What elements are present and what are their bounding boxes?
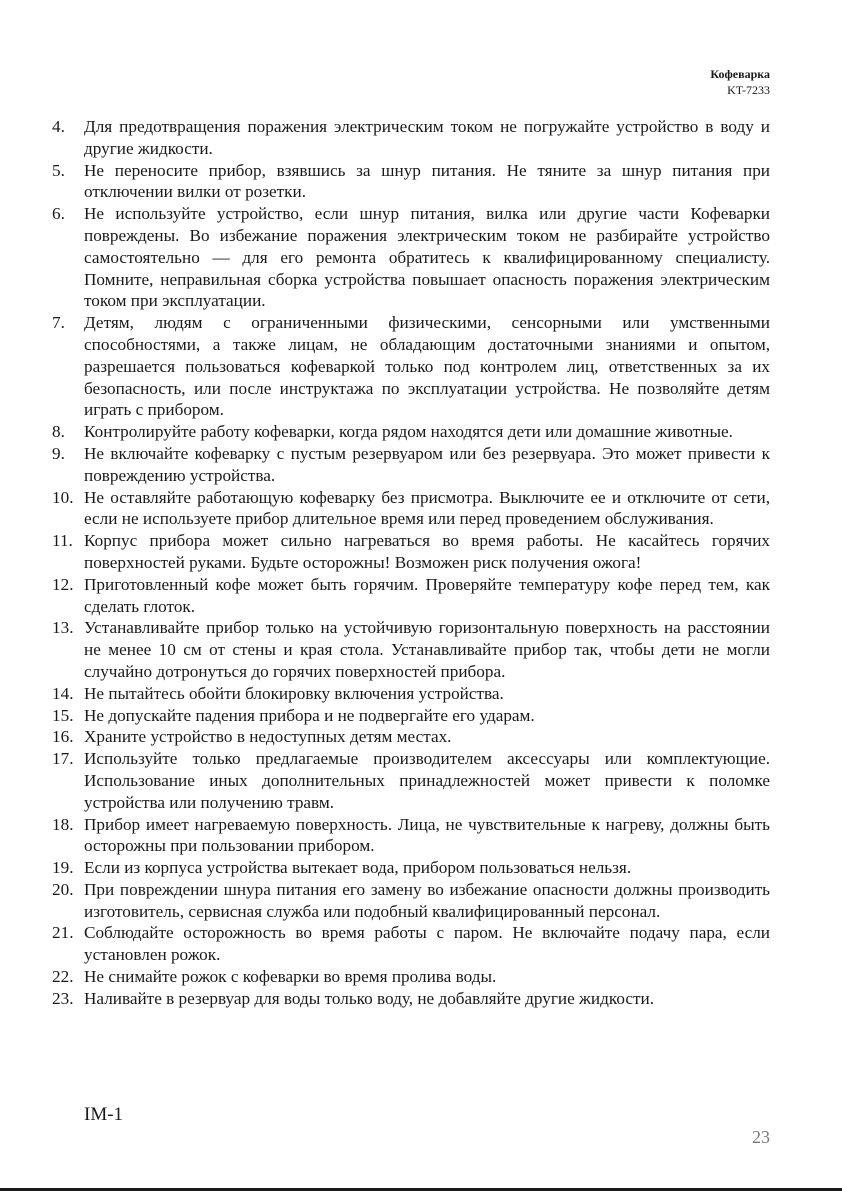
item-number: 20. bbox=[52, 879, 74, 899]
item-text: Не допускайте падения прибора и не подвергайте его ударам. bbox=[84, 705, 535, 725]
item-text: Контролируйте работу кофеварки, когда рядом находятся дети или домашние животные. bbox=[84, 422, 733, 442]
item-number: 8. bbox=[52, 422, 65, 442]
item-number: 11. bbox=[52, 531, 73, 551]
list-item bbox=[52, 748, 770, 813]
item-text: Не снимайте рожок с кофеварки во время пролива воды. bbox=[84, 967, 497, 987]
safety-instructions-list bbox=[52, 116, 770, 1010]
list-item bbox=[52, 988, 770, 1010]
document-code: IM-1 bbox=[84, 1104, 124, 1125]
item-number: 23. bbox=[52, 988, 74, 1008]
page-number: 23 bbox=[752, 1127, 770, 1147]
list-item bbox=[52, 421, 770, 443]
item-text: При повреждении шнура питания его замену во избежание опасности должны производить изготовитель, сервисная служба или подобный квалифицированный персонал. bbox=[84, 879, 770, 921]
item-number: 13. bbox=[52, 618, 74, 638]
item-number: 16. bbox=[52, 727, 74, 747]
list-item bbox=[52, 879, 770, 923]
list-item bbox=[52, 574, 770, 618]
item-number: 19. bbox=[52, 858, 74, 878]
item-number: 7. bbox=[52, 313, 65, 333]
item-number: 9. bbox=[52, 443, 65, 463]
list-item bbox=[52, 705, 770, 727]
list-item bbox=[52, 116, 770, 160]
item-number: 10. bbox=[52, 487, 74, 507]
list-item bbox=[52, 683, 770, 705]
list-item bbox=[52, 814, 770, 858]
item-number: 12. bbox=[52, 574, 74, 594]
item-text: Корпус прибора может сильно нагреваться во время работы. Не касайтесь горячих поверхностей руками. Будьте осторожны! Возможен риск получения ожога! bbox=[84, 531, 770, 572]
item-text: Используйте только предлагаемые производителем аксессуары или комплектующие. Использование иных дополнительных принадлежностей может привести к поломке устройства или получению травм. bbox=[84, 749, 770, 812]
item-number: 21. bbox=[52, 923, 74, 943]
item-number: 15. bbox=[52, 705, 74, 725]
list-item bbox=[52, 443, 770, 487]
item-number: 6. bbox=[52, 204, 65, 224]
item-number: 18. bbox=[52, 814, 74, 834]
list-item bbox=[52, 160, 770, 204]
item-number: 22. bbox=[52, 967, 74, 987]
item-number: 17. bbox=[52, 749, 74, 769]
item-text: Не включайте кофеварку с пустым резервуаром или без резервуара. Это может привести к повреждению устройства. bbox=[84, 443, 770, 485]
model-number: KT-7233 bbox=[727, 83, 770, 97]
list-item bbox=[52, 530, 770, 574]
item-text: Для предотвращения поражения электрическим током не погружайте устройство в воду и другие жидкости. bbox=[84, 117, 770, 158]
item-text: Не используйте устройство, если шнур питания, вилка или другие части Кофеварки повреждены. Во избежание поражения электрическим током не разбирайте устройство самостоятельно — для его ремонта обратитесь к квалифицированному специалисту. Помните, неправильная сборка устройства повышает опасность поражения электрическим током при эксплуатации. bbox=[84, 204, 770, 311]
item-number: 4. bbox=[52, 117, 65, 136]
list-item bbox=[52, 726, 770, 748]
item-text: Соблюдайте осторожность во время работы с паром. Не включайте подачу пара, если установлен рожок. bbox=[84, 923, 770, 965]
item-text: Не пытайтесь обойти блокировку включения устройства. bbox=[84, 683, 504, 703]
item-text: Детям, людям с ограниченными физическими, сенсорными или умственными способностями, а также лицам, не обладающим достаточными знаниями и опытом, разрешается пользоваться кофеваркой только под контролем лиц, ответственных за их безопасность, или после инструктажа по эксплуатации устройства. Не позволяйте детям играть с прибором. bbox=[84, 313, 770, 420]
item-text: Прибор имеет нагреваемую поверхность. Лица, не чувствительные к нагреву, должны быть осторожны при пользовании прибором. bbox=[84, 814, 770, 856]
item-text: Приготовленный кофе может быть горячим. Проверяйте температуру кофе перед тем, как сделать глоток. bbox=[84, 574, 770, 616]
item-text: Устанавливайте прибор только на устойчивую горизонтальную поверхность на расстоянии не менее 10 см от стены и края стола. Устанавливайте прибор так, чтобы дети не могли случайно дотронуться до горячих поверхностей прибора. bbox=[84, 618, 770, 681]
product-name: Кофеварка bbox=[710, 67, 770, 81]
item-text: Не переносите прибор, взявшись за шнур питания. Не тяните за шнур питания при отключении вилки от розетки. bbox=[84, 160, 770, 202]
list-item bbox=[52, 203, 770, 312]
list-item bbox=[52, 966, 770, 988]
item-text: Не оставляйте работающую кофеварку без присмотра. Выключите ее и отключите от сети, если не используете прибор длительное время или перед проведением обслуживания. bbox=[84, 487, 770, 529]
item-text: Наливайте в резервуар для воды только воду, не добавляйте другие жидкости. bbox=[84, 988, 655, 1008]
list-item bbox=[52, 857, 770, 879]
list-item bbox=[52, 487, 770, 531]
item-number: 5. bbox=[52, 160, 65, 180]
page-header bbox=[710, 66, 770, 98]
item-text: Храните устройство в недоступных детям местах. bbox=[84, 727, 452, 747]
list-item bbox=[52, 312, 770, 421]
list-item bbox=[52, 617, 770, 682]
item-number: 14. bbox=[52, 683, 74, 703]
item-text: Если из корпуса устройства вытекает вода, прибором пользоваться нельзя. bbox=[84, 858, 632, 878]
list-item bbox=[52, 922, 770, 966]
